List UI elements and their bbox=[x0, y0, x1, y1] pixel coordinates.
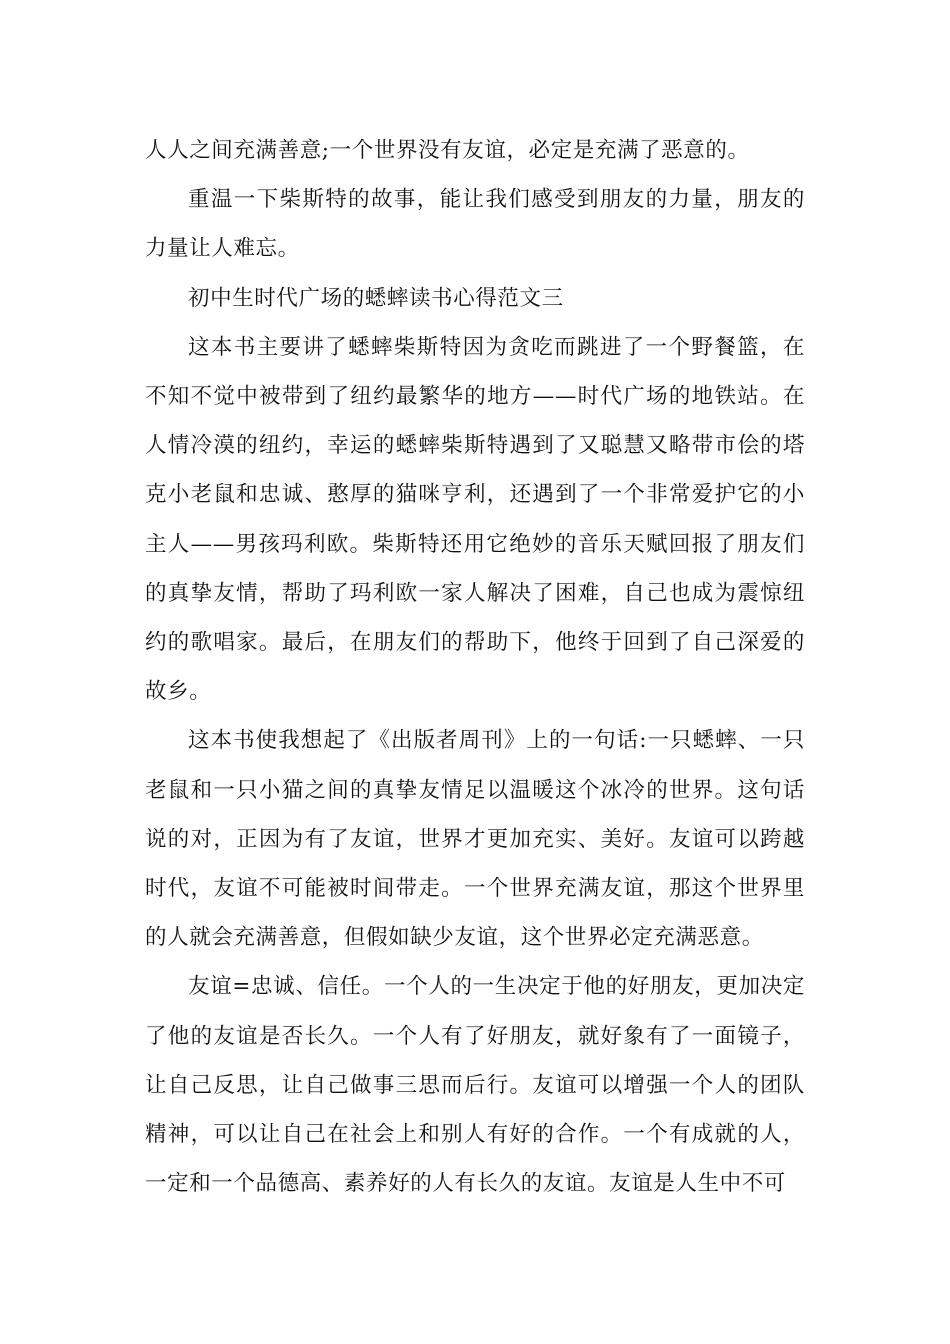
paragraph-3: 这本书主要讲了蟋蟀柴斯特因为贪吃而跳进了一个野餐篮，在不知不觉中被带到了纽约最繁华的地方——时代广场的地铁站。在人情冷漠的纽约，幸运的蟋蟀柴斯特遇到了又聪慧又略带市侩的塔克小老鼠和忠诚、憨厚的猫咪亨利，还遇到了一个非常爱护它的小主人——男孩玛利欧。柴斯特还用它绝妙的音乐天赋回报了朋友们的真挚友情，帮助了玛利欧一家人解决了困难，自己也成为震惊纽约的歌唱家。最后，在朋友们的帮助下，他终于回到了自己深爱的故乡。 bbox=[145, 334, 805, 705]
paragraph-1: 人人之间充满善意;一个世界没有友谊，必定是充满了恶意的。 bbox=[145, 138, 750, 163]
paragraph-5: 友谊=忠诚、信任。一个人的一生决定于他的好朋友，更加决定了他的友谊是否长久。一个人有了好朋友，就好象有了一面镜子，让自己反思，让自己做事三思而后行。友谊可以增强一个人的团队精神，可以让自己在社会上和别人有好的合作。一个有成就的人，一定和一个品德高、素养好的人有长久的友谊。友谊是人生中不可 bbox=[145, 974, 805, 1197]
document-body bbox=[145, 126, 805, 1208]
section-heading: 初中生时代广场的蟋蟀读书心得范文三 bbox=[188, 285, 564, 311]
paragraph-4: 这本书使我想起了《出版者周刊》上的一句话:一只蟋蟀、一只老鼠和一只小猫之间的真挚友情足以温暖这个冰冷的世界。这句话说的对，正因为有了友谊，世界才更加充实、美好。友谊可以跨越时代，友谊不可能被时间带走。一个世界充满友谊，那这个世界里的人就会充满善意，但假如缺少友谊，这个世界必定充满恶意。 bbox=[145, 728, 805, 951]
paragraph-2: 重温一下柴斯特的故事，能让我们感受到朋友的力量，朋友的力量让人难忘。 bbox=[145, 187, 805, 262]
